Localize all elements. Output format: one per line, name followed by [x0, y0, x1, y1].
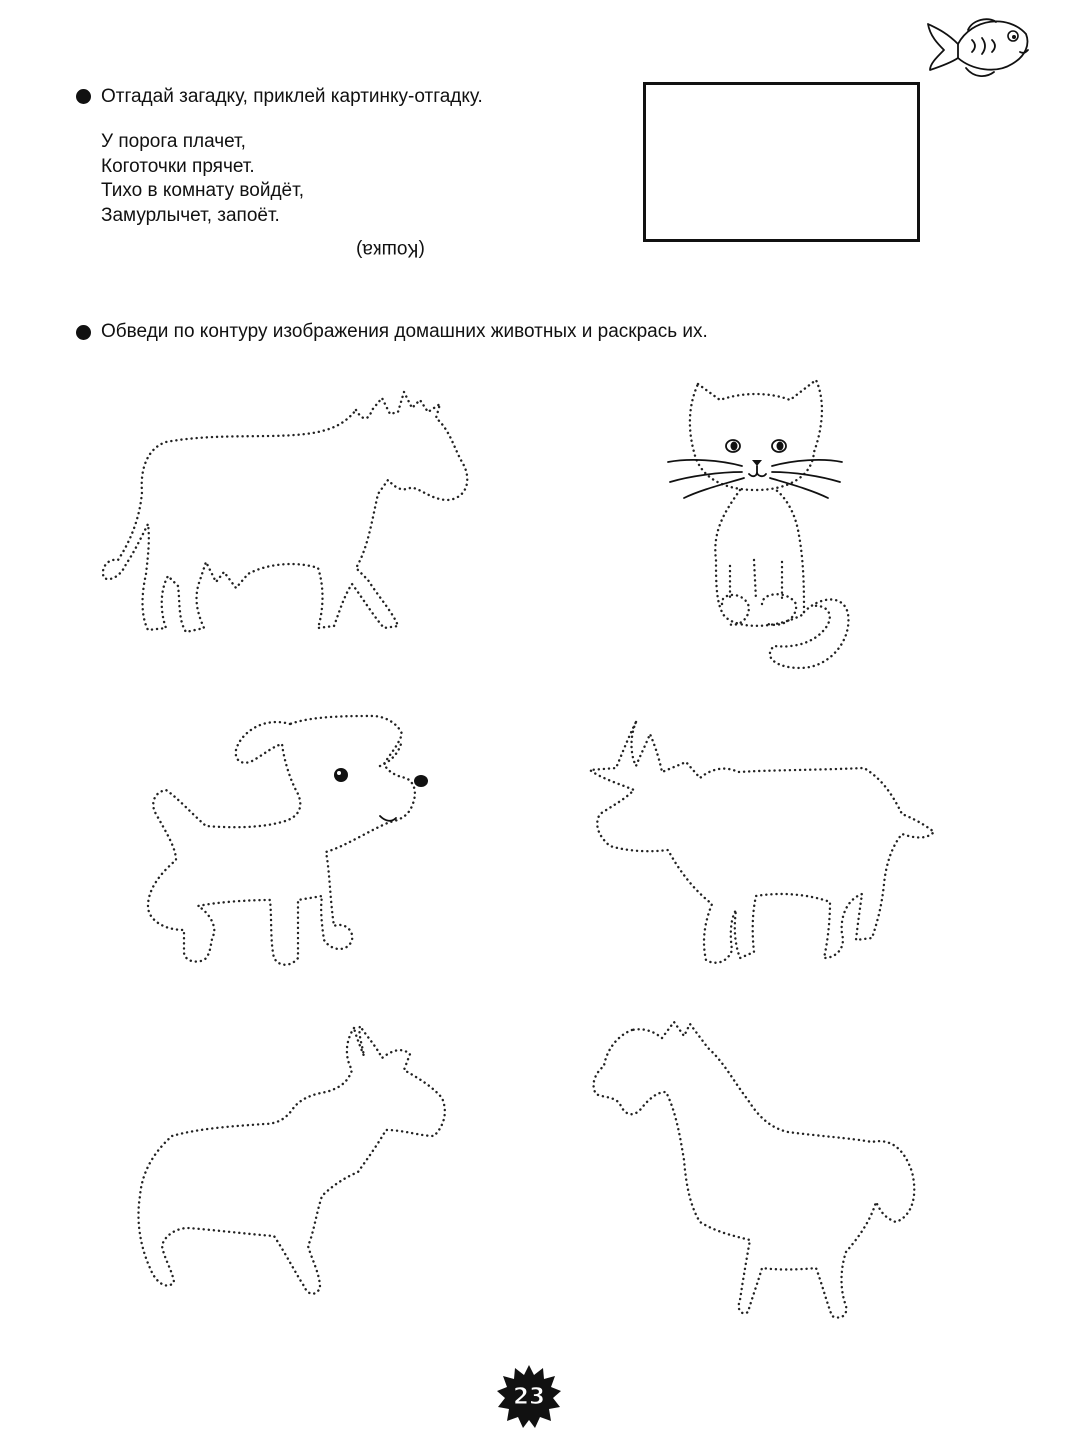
riddle-line: Тихо в комнату войдёт,: [101, 180, 304, 201]
task-1-instruction: Отгадай загадку, приклей картинку-отгадку.: [101, 86, 483, 107]
dog-outline: [148, 716, 428, 965]
fish-icon: [928, 19, 1028, 76]
goat-outline: [590, 722, 934, 963]
page-number: 23: [512, 1384, 545, 1410]
cow-outline: [103, 392, 467, 632]
donkey-outline: [138, 1026, 444, 1294]
cat-outline: [668, 380, 848, 668]
riddle-line: У порога плачет,: [101, 131, 246, 152]
page-number-badge: [497, 1365, 561, 1429]
riddle-line: Замурлычет, запоёт.: [101, 204, 280, 226]
riddle-line: Коготочки прячет.: [101, 155, 255, 177]
horse-outline: [594, 1022, 915, 1318]
riddle-answer-upside-down: (Кошка): [356, 239, 425, 260]
task-2-instruction: Обведи по контуру изображения домашних животных и раскрась их.: [101, 321, 708, 342]
